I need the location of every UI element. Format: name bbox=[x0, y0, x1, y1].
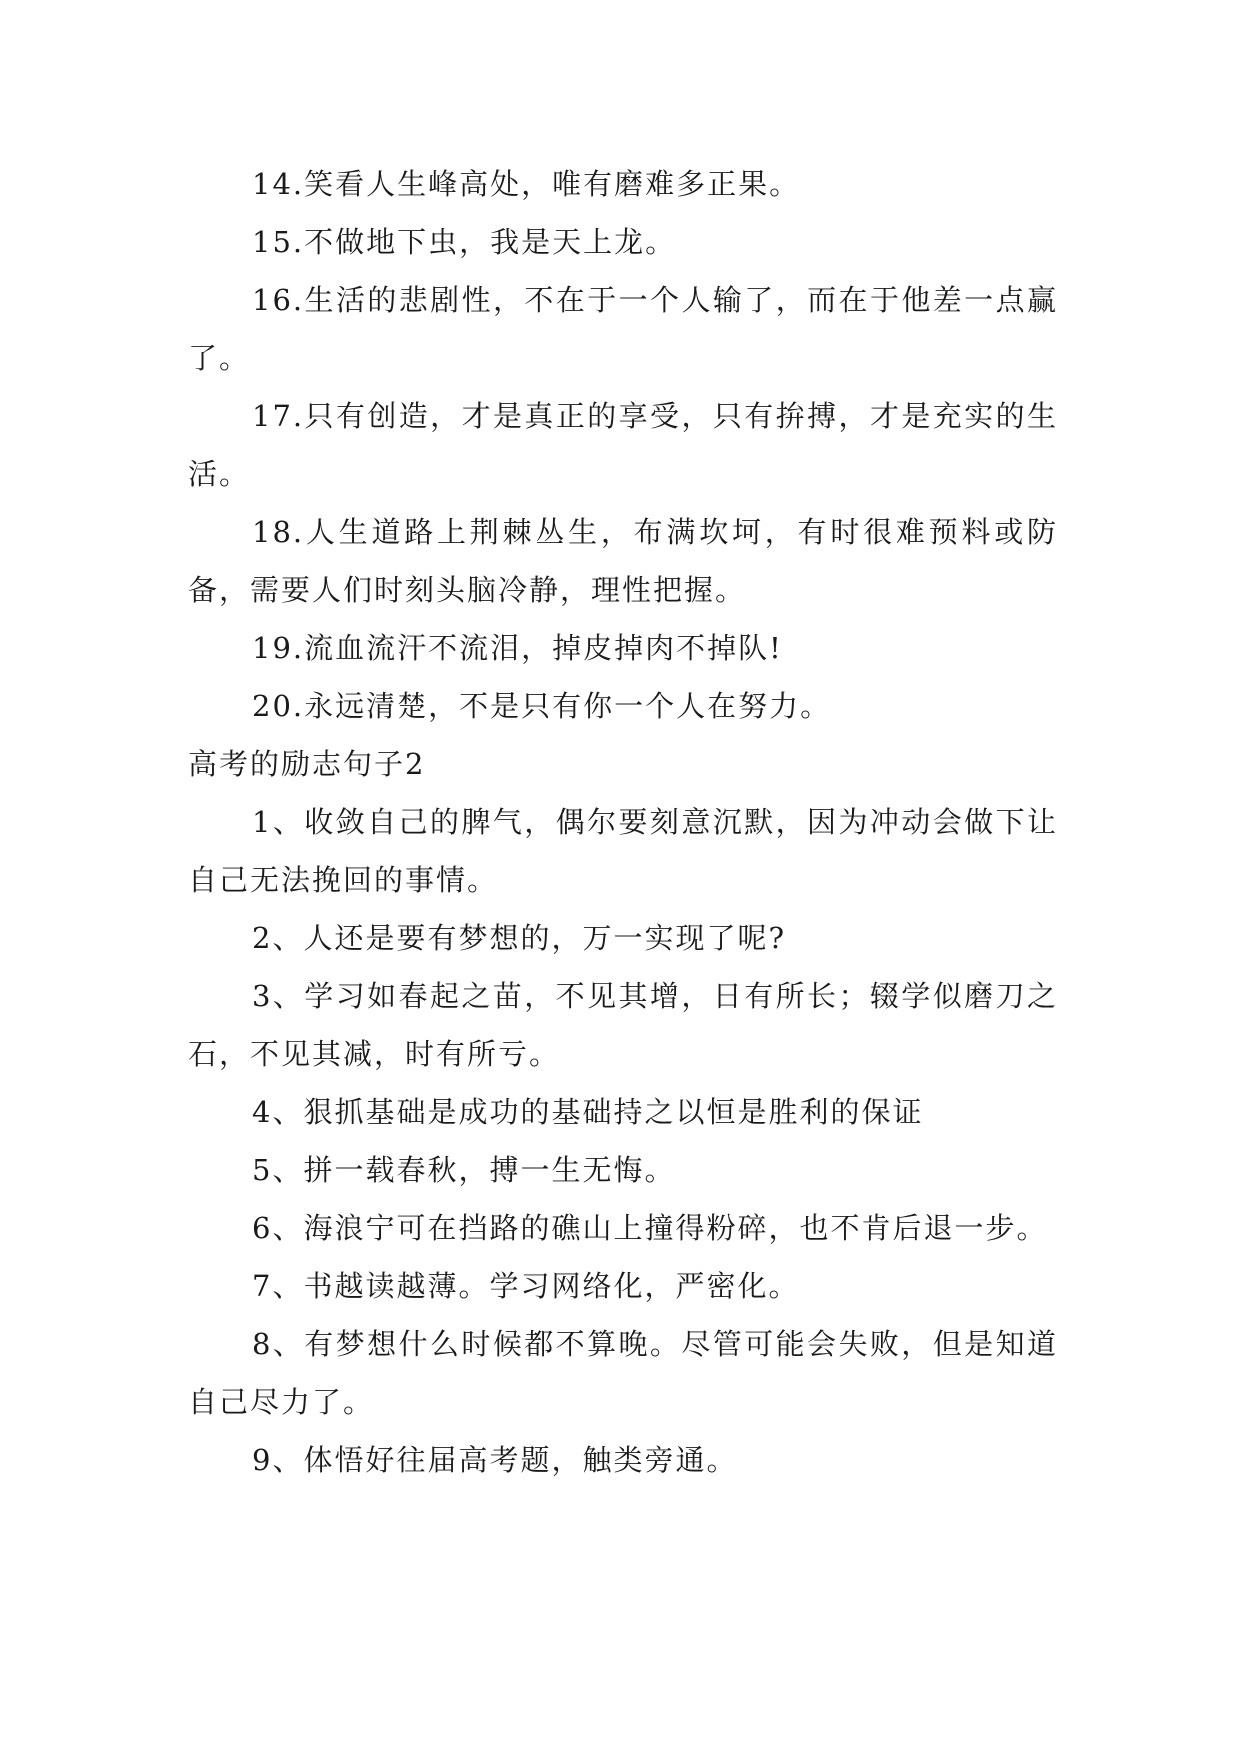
list-item: 6、海浪宁可在挡路的礁山上撞得粉碎，也不肯后退一步。 bbox=[252, 1211, 1048, 1245]
list-item: 1、收敛自己的脾气，偶尔要刻意沉默，因为冲动会做下让自己无法挽回的事情。 bbox=[188, 805, 1058, 897]
list-item: 2、人还是要有梦想的，万一实现了呢? bbox=[252, 921, 786, 955]
list-item: 5、拼一载春秋，搏一生无悔。 bbox=[252, 1153, 676, 1187]
list-item: 16.生活的悲剧性，不在于一个人输了，而在于他差一点赢了。 bbox=[188, 283, 1058, 375]
list-item: 8、有梦想什么时候都不算晚。尽管可能会失败，但是知道自己尽力了。 bbox=[188, 1327, 1058, 1419]
section-heading: 高考的励志句子2 bbox=[188, 747, 426, 781]
list-item: 15.不做地下虫，我是天上龙。 bbox=[252, 225, 677, 259]
list-item: 7、书越读越薄。学习网络化，严密化。 bbox=[252, 1269, 800, 1303]
list-item: 19.流血流汗不流泪，掉皮掉肉不掉队! bbox=[252, 631, 783, 665]
document-body bbox=[188, 155, 1058, 1489]
list-item: 9、体悟好往届高考题，触类旁通。 bbox=[252, 1443, 738, 1477]
list-item: 20.永远清楚，不是只有你一个人在努力。 bbox=[252, 689, 832, 723]
list-item: 3、学习如春起之苗，不见其增，日有所长；辍学似磨刀之石，不见其减，时有所亏。 bbox=[188, 979, 1058, 1071]
list-item: 18.人生道路上荆棘丛生，布满坎坷，有时很难预料或防备，需要人们时刻头脑冷静，理性把握。 bbox=[188, 515, 1058, 607]
list-item: 17.只有创造，才是真正的享受，只有拚搏，才是充实的生活。 bbox=[188, 399, 1058, 491]
list-item: 4、狠抓基础是成功的基础持之以恒是胜利的保证 bbox=[252, 1095, 924, 1129]
list-item: 14.笑看人生峰高处，唯有磨难多正果。 bbox=[252, 167, 801, 201]
